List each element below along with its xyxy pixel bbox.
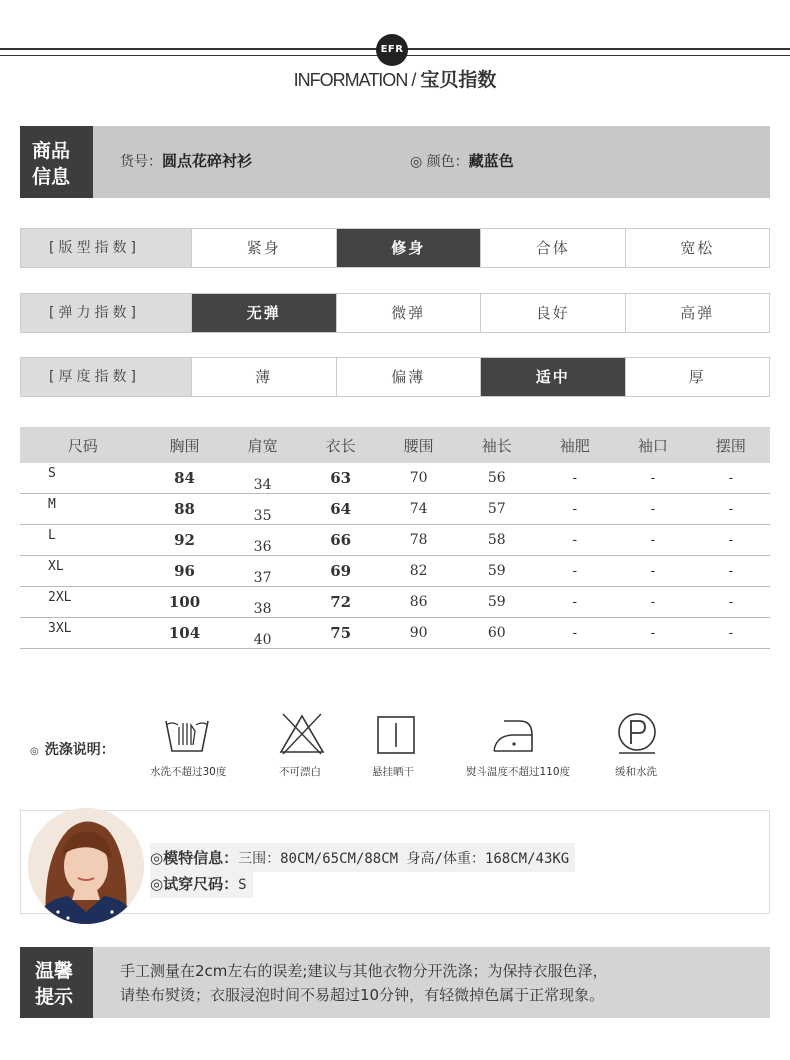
tips-text [120, 959, 760, 1007]
table-cell: - [692, 587, 770, 618]
thickness-index-option: 薄 [191, 358, 336, 396]
table-cell: 96 [146, 556, 224, 587]
table-cell: 72 [302, 587, 380, 618]
size-col-header: 摆围 [692, 427, 770, 463]
table-cell: 60 [458, 618, 536, 649]
table-row [20, 556, 770, 587]
fit-index-option: 宽松 [625, 229, 770, 267]
product-info-bar [20, 126, 770, 198]
table-cell: - [614, 463, 692, 494]
table-cell: 86 [380, 587, 458, 618]
table-cell: - [614, 618, 692, 649]
table-cell: 92 [146, 525, 224, 556]
table-cell: XL [20, 556, 146, 587]
model-stats-value: 三围：80CM/65CM/88CM 身高/体重：168CM/43KG [238, 851, 570, 867]
item-color [410, 150, 514, 171]
table-cell: 64 [302, 494, 380, 525]
stretch-index-option: 微弹 [336, 294, 481, 332]
table-cell: 100 [146, 587, 224, 618]
iron-caption: 熨斗温度不超过110度 [466, 766, 571, 778]
table-cell: - [536, 556, 614, 587]
model-size-label: ◎试穿尺码： [150, 875, 239, 893]
table-cell: 84 [146, 463, 224, 494]
size-table-header [20, 427, 770, 463]
title-separator: / [411, 70, 417, 90]
table-cell: - [536, 494, 614, 525]
table-cell: - [614, 587, 692, 618]
item-color-value: 藏蓝色 [468, 152, 514, 170]
model-photo [28, 808, 144, 924]
hang-dry-icon [373, 713, 419, 757]
table-cell: - [536, 587, 614, 618]
table-cell: - [614, 556, 692, 587]
model-size-value: S [238, 877, 247, 893]
product-info-label-line2: 信息 [32, 166, 71, 188]
hang-dry-caption: 悬挂晒干 [372, 766, 414, 778]
table-cell: 90 [380, 618, 458, 649]
size-col-header: 衣长 [302, 427, 380, 463]
fit-index-option: 紧身 [191, 229, 336, 267]
product-info-label-line1: 商品 [32, 140, 71, 162]
tips-label [20, 947, 93, 1018]
size-col-header: 肩宽 [224, 427, 302, 463]
size-col-header: 尺码 [20, 427, 146, 463]
hand-wash-icon [164, 713, 210, 757]
table-cell: 58 [458, 525, 536, 556]
table-cell: 82 [380, 556, 458, 587]
table-row [20, 463, 770, 494]
table-cell: 75 [302, 618, 380, 649]
table-cell: L [20, 525, 146, 556]
table-cell: 63 [302, 463, 380, 494]
table-cell: 70 [380, 463, 458, 494]
table-cell: 38 [224, 587, 302, 618]
title-cn: 宝贝指数 [420, 69, 497, 91]
table-cell: 3XL [20, 618, 146, 649]
table-cell: 69 [302, 556, 380, 587]
fit-index-option: 合体 [480, 229, 625, 267]
no-bleach-caption: 不可漂白 [279, 766, 321, 778]
dry-clean-caption: 缓和水洗 [615, 766, 657, 778]
size-col-header: 胸围 [146, 427, 224, 463]
hand-wash-caption: 水洗不超过30度 [150, 766, 227, 778]
item-number-value: 圆点花碎衬衫 [162, 152, 253, 170]
table-cell: 37 [224, 556, 302, 587]
table-cell: 56 [458, 463, 536, 494]
stretch-index-row [20, 293, 770, 333]
table-cell: M [20, 494, 146, 525]
wash-title-text: 洗涤说明： [44, 742, 115, 758]
thickness-index-row [20, 357, 770, 397]
table-cell: - [614, 525, 692, 556]
section-title [0, 68, 790, 93]
table-cell: - [536, 463, 614, 494]
table-cell: 74 [380, 494, 458, 525]
tips-text-line2: 请垫布熨烫；衣服浸泡时间不易超过10分钟，有轻微掉色属于正常现象。 [120, 986, 605, 1004]
tips-bar [20, 947, 770, 1018]
size-col-header: 袖长 [458, 427, 536, 463]
stretch-index-option: 无弹 [191, 294, 336, 332]
fit-index-row [20, 228, 770, 268]
stretch-index-option: 良好 [480, 294, 625, 332]
thickness-index-option: 偏薄 [336, 358, 481, 396]
item-number [120, 150, 252, 171]
size-col-header: 袖肥 [536, 427, 614, 463]
table-row [20, 525, 770, 556]
tips-label-line1: 温馨 [35, 960, 74, 982]
tips-text-line1: 手工测量在2cm左右的误差;建议与其他衣物分开洗涤；为保持衣服色泽， [120, 962, 608, 980]
thickness-index-label: [厚度指数] [21, 358, 191, 396]
table-cell: 66 [302, 525, 380, 556]
table-cell: 59 [458, 556, 536, 587]
table-cell: - [692, 494, 770, 525]
table-row [20, 494, 770, 525]
table-row [20, 618, 770, 649]
table-cell: S [20, 463, 146, 494]
title-en: INFORMATION [293, 70, 408, 90]
table-cell: - [692, 556, 770, 587]
table-cell: 78 [380, 525, 458, 556]
table-cell: - [614, 494, 692, 525]
wash-title [30, 739, 115, 759]
size-table [20, 427, 770, 649]
item-color-label: ◎ 颜色： [410, 154, 469, 170]
no-bleach-icon [279, 712, 325, 756]
bullet-icon: ◎ [30, 746, 39, 757]
table-cell: 57 [458, 494, 536, 525]
table-row [20, 587, 770, 618]
table-cell: 35 [224, 494, 302, 525]
table-cell: 36 [224, 525, 302, 556]
thickness-index-option: 适中 [480, 358, 625, 396]
model-stats-label: ◎模特信息： [150, 849, 239, 867]
table-cell: - [536, 525, 614, 556]
item-number-label: 货号： [120, 154, 162, 170]
table-cell: 34 [224, 463, 302, 494]
fit-index-option: 修身 [336, 229, 481, 267]
table-cell: 2XL [20, 587, 146, 618]
thickness-index-option: 厚 [625, 358, 770, 396]
table-cell: 88 [146, 494, 224, 525]
size-col-header: 袖口 [614, 427, 692, 463]
table-cell: - [536, 618, 614, 649]
tips-label-line2: 提示 [35, 986, 74, 1008]
product-info-label [20, 126, 93, 198]
table-cell: 104 [146, 618, 224, 649]
fit-index-label: [版型指数] [21, 229, 191, 267]
table-cell: - [692, 463, 770, 494]
model-stats [150, 843, 575, 872]
stretch-index-option: 高弹 [625, 294, 770, 332]
table-cell: - [692, 525, 770, 556]
brand-badge: EFR [376, 34, 408, 66]
iron-icon [490, 713, 536, 757]
size-col-header: 腰围 [380, 427, 458, 463]
dry-clean-p-icon [614, 712, 660, 756]
table-cell: 59 [458, 587, 536, 618]
table-cell: - [692, 618, 770, 649]
stretch-index-label: [弹力指数] [21, 294, 191, 332]
table-cell: 40 [224, 618, 302, 649]
model-size [150, 869, 253, 898]
